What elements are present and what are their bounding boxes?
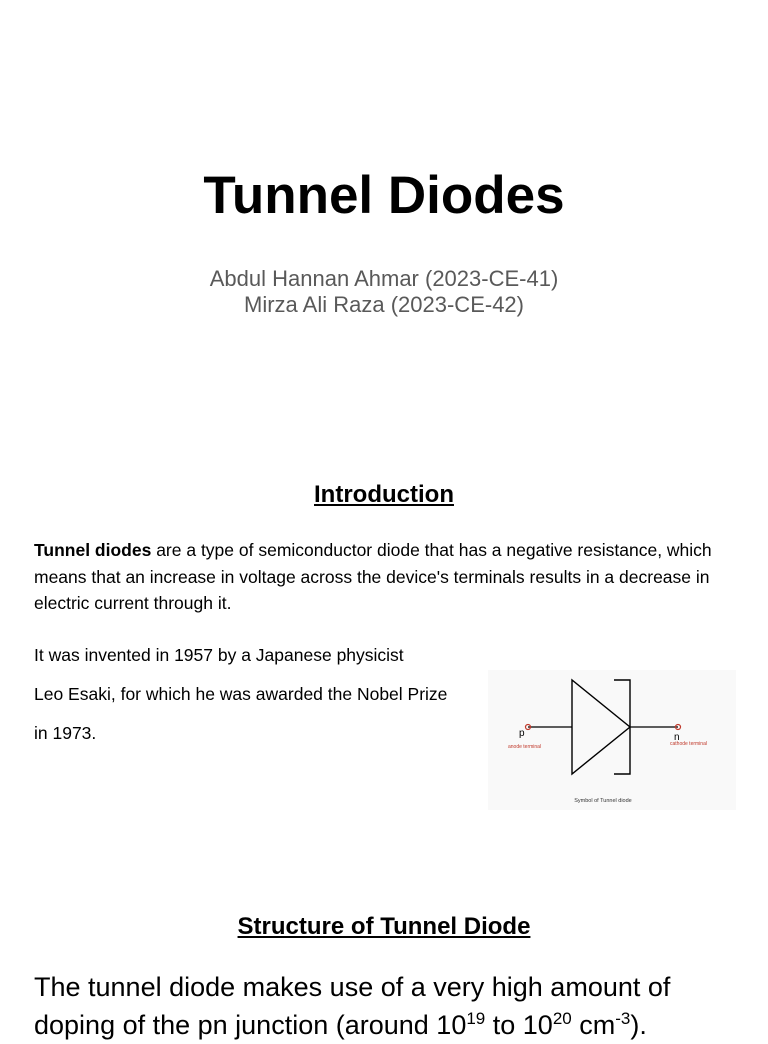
introduction-paragraph-text: are a type of semiconductor diode that has a negative resistance, which means that an increase in voltage across the device's terminals results in a decrease in electric current through it. xyxy=(34,540,712,613)
structure-text: cm xyxy=(571,1010,616,1040)
cathode-terminal-label: cathode terminal xyxy=(670,741,707,747)
structure-text: to 10 xyxy=(485,1010,553,1040)
cathode-bar xyxy=(614,680,630,774)
term-tunnel-diodes: Tunnel diodes xyxy=(34,540,152,560)
exponent: -3 xyxy=(615,1009,631,1028)
diode-triangle xyxy=(572,680,630,774)
document-title: Tunnel Diodes xyxy=(203,166,565,225)
anode-terminal-label: anode terminal xyxy=(508,744,542,750)
structure-text: ). xyxy=(630,1010,647,1040)
author-list xyxy=(0,266,768,318)
p-label: p xyxy=(519,728,525,739)
invention-line: It was invented in 1957 by a Japanese physicist xyxy=(34,645,404,665)
tunnel-diode-symbol xyxy=(488,670,736,810)
invention-line: Leo Esaki, for which he was awarded the Nobel Prize xyxy=(34,684,448,704)
author-line: Mirza Ali Raza (2023-CE-42) xyxy=(244,292,524,317)
exponent: 19 xyxy=(466,1009,486,1028)
author-line: Abdul Hannan Ahmar (2023-CE-41) xyxy=(209,266,559,291)
structure-text: The tunnel diode makes use of a very high amount of doping of the pn junction (around 10 xyxy=(34,972,671,1040)
invention-line: in 1973. xyxy=(34,723,97,743)
structure-heading: Structure of Tunnel Diode xyxy=(237,913,531,940)
introduction-paragraph xyxy=(34,537,734,617)
structure-paragraph xyxy=(34,968,754,1044)
tunnel-diode-symbol-figure xyxy=(488,670,736,810)
n-label: n xyxy=(674,732,680,743)
introduction-heading: Introduction xyxy=(314,481,454,508)
exponent: 20 xyxy=(552,1009,572,1028)
figure-caption: Symbol of Tunnel diode xyxy=(574,798,632,804)
